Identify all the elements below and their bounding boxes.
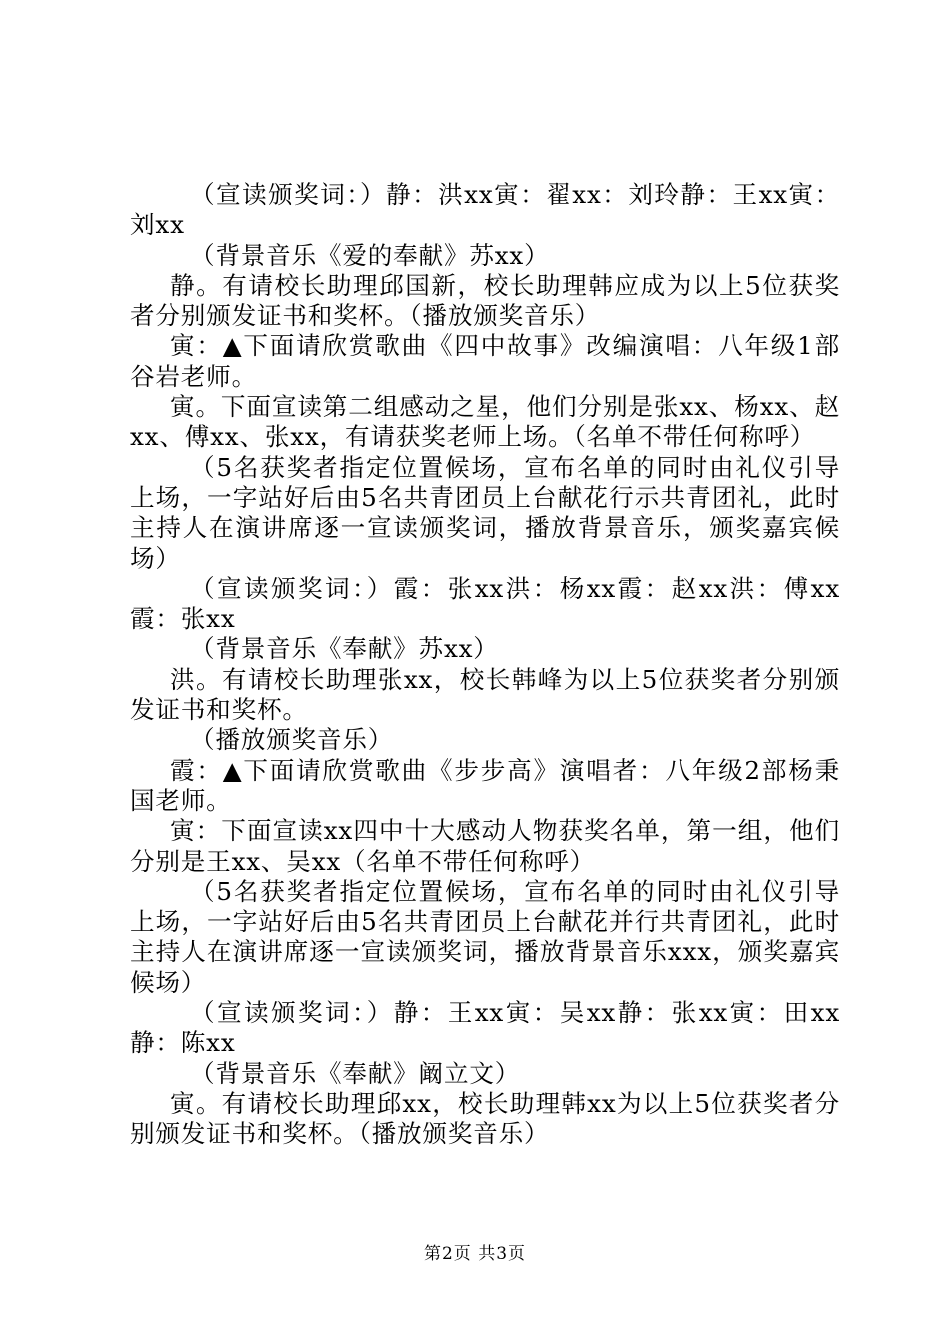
paragraph-stage-direction-2: （5名获奖者指定位置候场，宣布名单的同时由礼仪引导上场，一字站好后由5名共青团员上台献花并行共青团礼，此时主持人在演讲席逐一宣读颁奖词，播放背景音乐xxx，颁奖嘉宾候场） [130,876,840,997]
paragraph-song-1: 寅：▲下面请欣赏歌曲《四中故事》改编演唱：八年级1部谷岩老师。 [130,331,840,391]
paragraph-song-2: 霞：▲下面请欣赏歌曲《步步高》演唱者：八年级2部杨秉国老师。 [130,755,840,815]
paragraph-award-speech-3: （宣读颁奖词：）静：王xx寅：吴xx静：张xx寅：田xx静：陈xx [130,998,840,1058]
paragraph-background-music-1: （背景音乐《爱的奉献》苏xx） [190,240,550,270]
document-body [130,180,840,1150]
paragraph-background-music-3: （背景音乐《奉献》阚立文） [190,1058,521,1088]
paragraph-award-speech-1: （宣读颁奖词：）静：洪xx寅：翟xx：刘玲静：王xx寅：刘xx [130,180,840,240]
paragraph-group-two-intro: 寅。下面宣读第二组感动之星，他们分别是张xx、杨xx、赵xx、傅xx、张xx，有请获奖老师上场。（名单不带任何称呼） [130,392,840,452]
paragraph-presenters-3: 寅。有请校长助理邱xx，校长助理韩xx为以上5位获奖者分别颁发证书和奖杯。（播放颁奖音乐） [130,1088,840,1149]
paragraph-background-music-2: （背景音乐《奉献》苏xx） [190,634,499,664]
page-number-footer: 第2页 共3页 [423,1244,527,1264]
paragraph-award-music: （播放颁奖音乐） [190,725,394,755]
paragraph-stage-direction-1: （5名获奖者指定位置候场，宣布名单的同时由礼仪引导上场，一字站好后由5名共青团员上台献花行示共青团礼，此时主持人在演讲席逐一宣读颁奖词，播放背景音乐，颁奖嘉宾候场） [130,452,840,573]
paragraph-presenters-1: 静。有请校长助理邱国新，校长助理韩应成为以上5位获奖者分别颁发证书和奖杯。（播放颁奖音乐） [130,270,840,331]
paragraph-award-speech-2: （宣读颁奖词：）霞：张xx洪：杨xx霞：赵xx洪：傅xx霞：张xx [130,573,840,634]
paragraph-top-ten-intro: 寅：下面宣读xx四中十大感动人物获奖名单，第一组，他们分别是王xx、吴xx（名单不带任何称呼） [130,816,840,876]
paragraph-presenters-2: 洪。有请校长助理张xx，校长韩峰为以上5位获奖者分别颁发证书和奖杯。 [130,664,840,725]
